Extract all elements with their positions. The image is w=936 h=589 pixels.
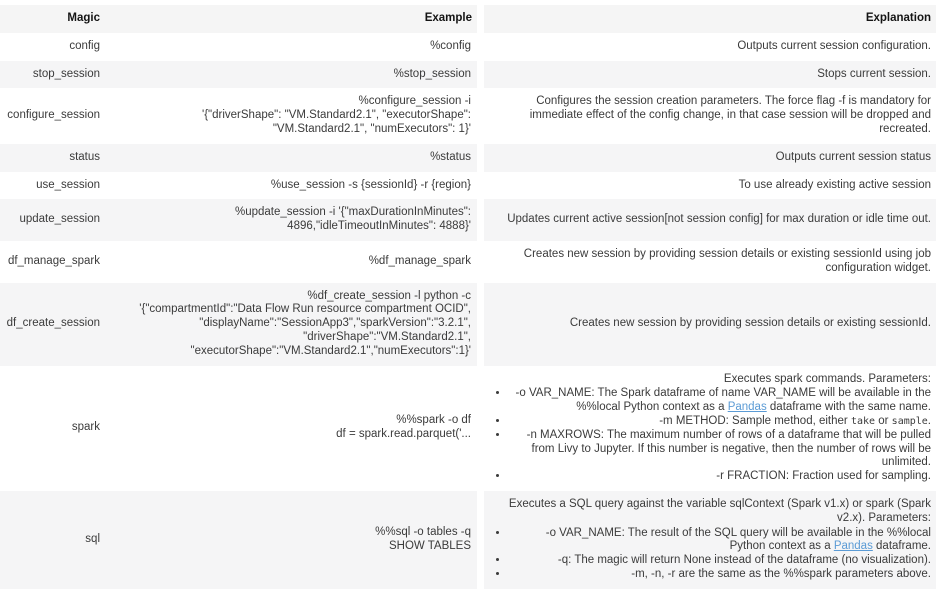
explanation-cell: [477, 172, 936, 200]
magic-cell: spark: [71, 421, 100, 434]
explanation-cell: [477, 199, 936, 241]
explanation-cell: [477, 144, 936, 172]
magic-cell: sql: [0, 491, 105, 589]
code-span: sample: [891, 415, 928, 427]
explanation-text: Outputs current session configuration.: [737, 39, 931, 52]
magic-cell: df_manage_spark: [7, 254, 100, 267]
explanation-cell: [477, 61, 936, 89]
explanation-cell: [477, 366, 936, 491]
example-cell: %df_manage_spark: [368, 254, 471, 267]
magic-cell: df_create_session: [0, 283, 105, 366]
example-cell: %configure_session -i '{"driverShape": "VM.Standard2.1", "executorShape": "VM.Standard2.1", "numExecutors": 1}': [202, 95, 471, 135]
column-header-magic: Magic: [0, 5, 105, 33]
example-cell: %%spark -o df df = spark.read.parquet('...: [336, 414, 471, 441]
explanation-bullet-list: [489, 527, 931, 582]
bullet-item: • -m, -n, -r are the same as the %%spark parameters above.: [509, 568, 931, 582]
column-header-example: Example: [105, 5, 477, 33]
magic-cell: update_session: [0, 199, 105, 241]
explanation-text: Updates current active session[not session config] for max duration or idle time out.: [507, 213, 931, 226]
explanation-cell: [477, 241, 936, 283]
table-row: [0, 144, 936, 172]
bullet-item: • -n MAXROWS: The maximum number of rows of a dataframe that will be pulled from Livy to Jupyter. If this number is negative, then the number of rows will be unlimited.: [509, 429, 931, 470]
bullet-item: • -o VAR_NAME: The result of the SQL query will be available in the %%local Python context as a Pandas dataframe.: [509, 527, 931, 555]
table-row: [0, 491, 936, 589]
pandas-link[interactable]: Pandas: [727, 401, 767, 414]
table-row: [0, 172, 936, 200]
magics-table: [0, 5, 936, 589]
explanation-text: Creates new session by providing session details or existing sessionId using job configuration widget.: [523, 247, 931, 274]
explanation-cell: [477, 88, 936, 143]
table-row: [0, 366, 936, 491]
table-row: [0, 33, 936, 61]
example-cell: %config: [430, 39, 471, 52]
example-cell: %use_session -s {sessionId} -r {region}: [270, 178, 471, 191]
magic-cell: config: [69, 39, 100, 52]
column-header-explanation: Explanation: [477, 5, 936, 33]
explanation-cell: [477, 491, 936, 589]
example-cell: %update_session -i '{"maxDurationInMinutes": 4896,"idleTimeoutInMinutes": 4888}': [105, 199, 477, 241]
example-cell: %stop_session: [105, 61, 477, 89]
bullet-item: • -q: The magic will return None instead of the dataframe (no visualization).: [509, 554, 931, 568]
bullet-item: • -o VAR_NAME: The Spark dataframe of name VAR_NAME will be available in the %%local Python context as a Pandas dataframe with the same name.: [509, 387, 931, 415]
explanation-text: Stops current session.: [817, 67, 931, 80]
table-row: [0, 283, 936, 366]
table-row: [0, 199, 936, 241]
magic-cell: status: [0, 144, 105, 172]
explanation-text: Creates new session by providing session details or existing sessionId.: [569, 317, 931, 330]
explanation-intro: Executes a SQL query against the variable sqlContext (Spark v1.x) or spark (Spark v2.x). Parameters:: [508, 497, 931, 524]
explanation-intro: Executes spark commands. Parameters:: [723, 372, 931, 385]
bullet-item: • -m METHOD: Sample method, either take or sample.: [509, 415, 931, 429]
magic-cell: configure_session: [7, 109, 100, 122]
magics-table-header: [0, 5, 936, 33]
code-span: take: [850, 415, 876, 427]
explanation-cell: [477, 283, 936, 366]
example-cell: %df_create_session -l python -c '{"compartmentId":"Data Flow Run resource compartment OCID", "displayName":"SessionApp3","sparkVersion":"3.2.1", "driverShape":"VM.Standard2.1", "executorShape":"VM.Standard2.1","numExecutors":1}': [105, 283, 477, 366]
magic-cell: use_session: [36, 178, 100, 191]
magics-table-body: [0, 33, 936, 589]
explanation-text: Configures the session creation parameters. The force flag -f is mandatory for immediate effect of the config change, in that case session will be dropped and recreated.: [529, 95, 931, 135]
example-cell: %status: [105, 144, 477, 172]
explanation-bullet-list: [489, 387, 931, 484]
table-row: [0, 241, 936, 283]
bullet-item: • -r FRACTION: Fraction used for sampling.: [509, 470, 931, 484]
example-cell: %%sql -o tables -q SHOW TABLES: [105, 491, 477, 589]
explanation-cell: [477, 33, 936, 61]
header-row: [0, 5, 936, 33]
table-row: [0, 88, 936, 143]
explanation-text: Outputs current session status: [775, 150, 931, 163]
magic-cell: stop_session: [0, 61, 105, 89]
pandas-link[interactable]: Pandas: [833, 540, 873, 553]
explanation-text: To use already existing active session: [738, 178, 931, 191]
table-row: [0, 61, 936, 89]
